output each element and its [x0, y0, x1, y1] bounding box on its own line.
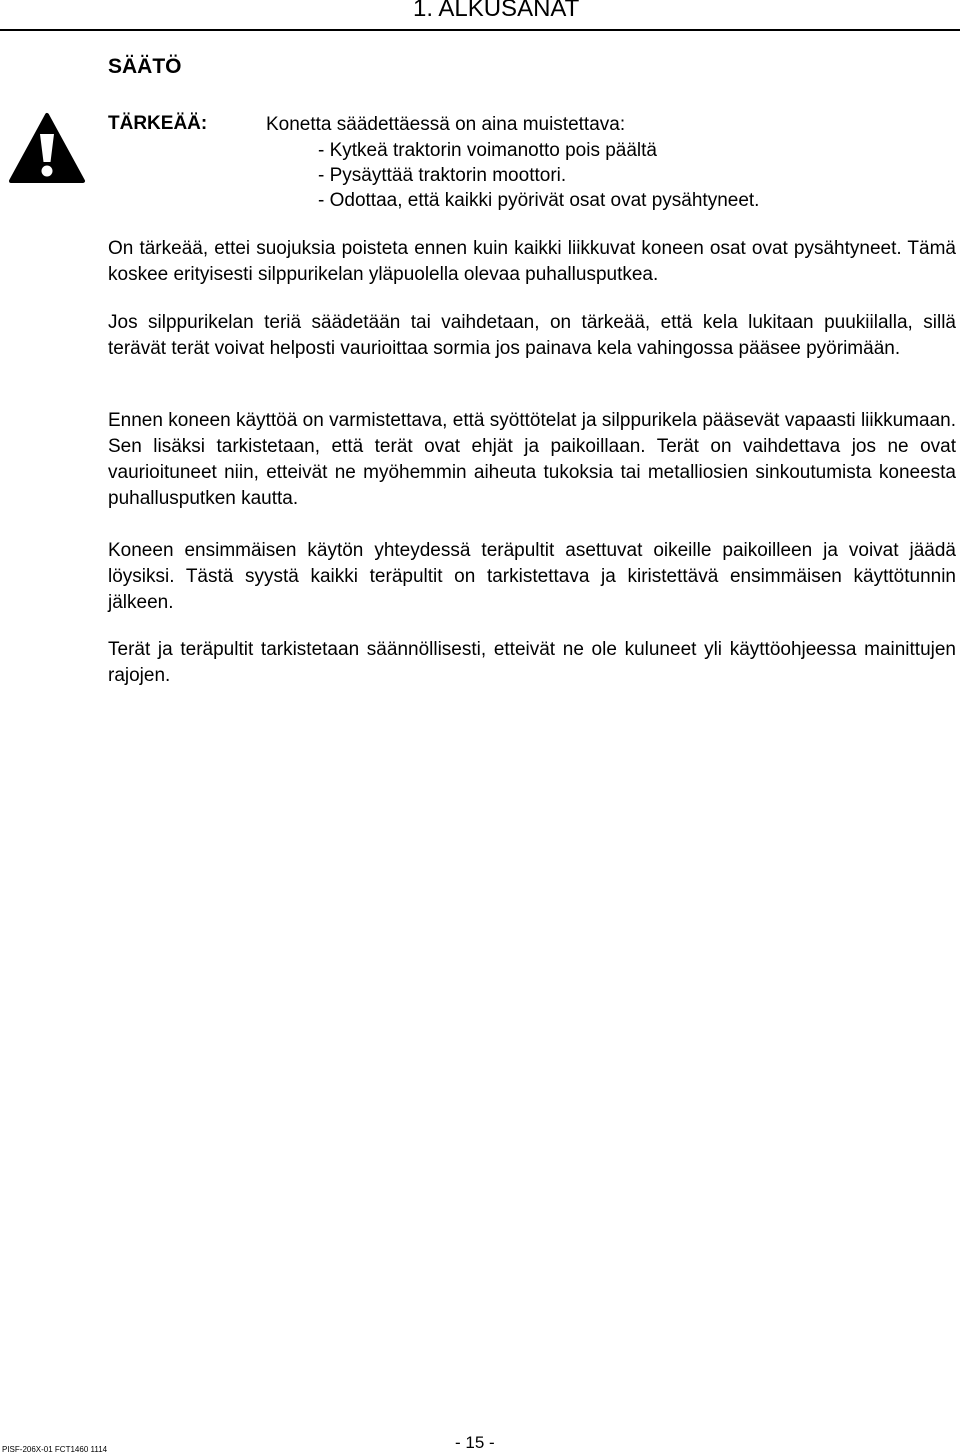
- safety-step: - Kytkeä traktorin voimanotto pois päältä: [318, 140, 658, 161]
- chapter-title: 1. ALKUSANAT: [413, 0, 580, 22]
- paragraph-pre-use-check: Ennen koneen käyttöä on varmistettava, että syöttötelat ja silppurikela pääsevät vapaasti liikkumaan. Sen lisäksi tarkistetaan, että terät ovat ehjät ja paikoillaan. Terät on vaihdettava jos ne ovat vaurioituneet niin, etteivät ne myöhemmin aiheuta tukoksia tai metalliosien sinkoutumista koneesta puhallusputken kautta.: [108, 410, 956, 509]
- safety-step: - Pysäyttää traktorin moottori.: [318, 165, 567, 186]
- header-rule: [0, 29, 960, 31]
- paragraph-guards: On tärkeää, ettei suojuksia poisteta ennen kuin kaikki liikkuvat koneen osat ovat pysähtyneet. Tämä koskee erityisesti silppurikelan yläpuolella olevaa puhallusputkea.: [108, 238, 956, 285]
- notice-intro: Konetta säädettäessä on aina muistettava:: [266, 114, 626, 135]
- paragraph-regular-inspection: Terät ja teräpultit tarkistetaan säännöllisesti, etteivät ne ole kuluneet yli käyttöohjeessa mainittujen rajojen.: [108, 639, 956, 686]
- important-label: TÄRKEÄÄ:: [108, 113, 208, 134]
- safety-step-list: [318, 138, 759, 213]
- warning-triangle-icon: [8, 112, 86, 184]
- page-number: - 15 -: [455, 1433, 495, 1452]
- safety-step: - Odottaa, että kaikki pyörivät osat ovat pysähtyneet.: [318, 190, 760, 211]
- paragraph-blade-lock: Jos silppurikelan teriä säädetään tai vaihdetaan, on tärkeää, että kela lukitaan puukiilalla, sillä terävät terät voivat helposti vaurioittaa sormia jos painava kela vahingossa pääsee pyörimään.: [108, 312, 956, 359]
- paragraph-bolt-tightening: Koneen ensimmäisen käytön yhteydessä teräpultit asettuvat oikeille paikoilleen ja voivat jäädä löysiksi. Tästä syystä kaikki teräpultit on tarkistettava ja kiristettävä ensimmäisen käyttötunnin jälkeen.: [108, 540, 956, 613]
- section-heading: SÄÄTÖ: [108, 55, 182, 78]
- document-code: PISF-206X-01 FCT1460 1114: [2, 1445, 108, 1454]
